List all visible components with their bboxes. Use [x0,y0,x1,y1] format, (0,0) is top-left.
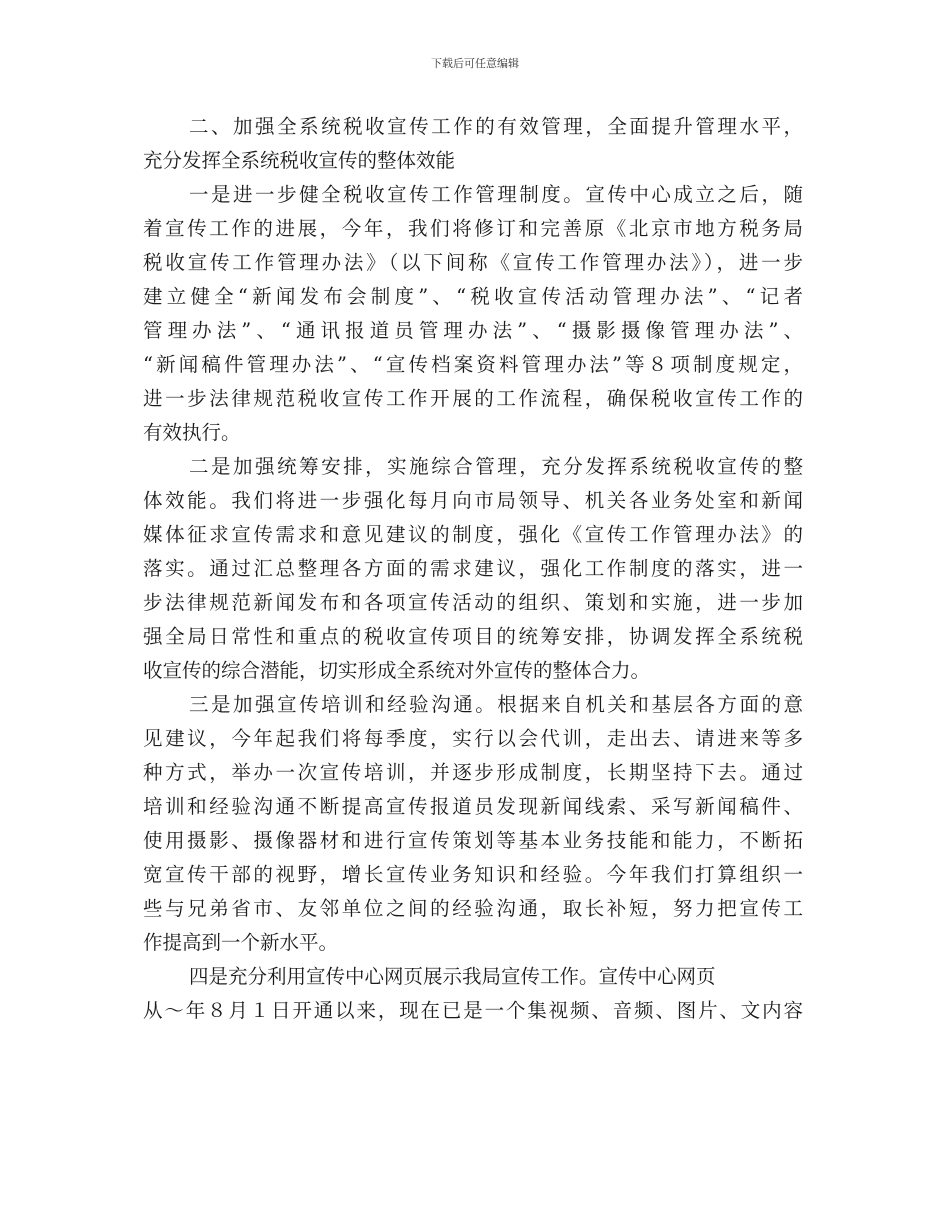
text-line: 强全局日常性和重点的税收宣传项目的统筹安排，协调发挥全系统税 [143,625,803,648]
text-line: “新闻稿件管理办法”、“宣传档案资料管理办法”等８项制度规定， [143,353,803,376]
text-line: 从～年８月１日开通以来，现在已是一个集视频、音频、图片、文内容 [143,999,803,1022]
text-line: 二、加强全系统税收宣传工作的有效管理，全面提升管理水平， [189,115,803,138]
text-line: 落实。通过汇总整理各方面的需求建议，强化工作制度的落实，进一 [143,557,803,580]
text-line: 些与兄弟省市、友邻单位之间的经验沟通，取长补短，努力把宣传工 [143,897,803,920]
text-line: 建立健全“新闻发布会制度”、“税收宣传活动管理办法”、“记者 [143,285,803,308]
text-line: 宽宣传干部的视野，增长宣传业务知识和经验。今年我们打算组织一 [143,863,803,886]
text-line: 三是加强宣传培训和经验沟通。根据来自机关和基层各方面的意 [189,693,803,716]
text-line: 管理办法”、“通讯报道员管理办法”、“摄影摄像管理办法”、 [143,319,803,342]
text-line: 一是进一步健全税收宣传工作管理制度。宣传中心成立之后，随 [189,183,803,206]
text-line: 体效能。我们将进一步强化每月向市局领导、机关各业务处室和新闻 [143,489,803,512]
text-line: 收宣传的综合潜能，切实形成全系统对外宣传的整体合力。 [143,659,651,682]
text-line: 培训和经验沟通不断提高宣传报道员发现新闻线索、采写新闻稿件、 [143,795,803,818]
text-line: 有效执行。 [143,421,241,444]
text-line: 种方式，举办一次宣传培训，并逐步形成制度，长期坚持下去。通过 [143,761,803,784]
text-line: 着宣传工作的进展，今年，我们将修订和完善原《北京市地方税务局 [143,217,803,240]
text-line: 税收宣传工作管理办法》（以下间称《宣传工作管理办法》），进一步 [143,251,803,274]
document-body [143,110,803,1028]
text-line: 媒体征求宣传需求和意见建议的制度，强化《宣传工作管理办法》的 [143,523,803,546]
text-line: 四是充分利用宣传中心网页展示我局宣传工作。宣传中心网页 [189,965,716,988]
text-line: 使用摄影、摄像器材和进行宣传策划等基本业务技能和能力，不断拓 [143,829,803,852]
text-line: 充分发挥全系统税收宣传的整体效能 [143,149,456,172]
text-line: 步法律规范新闻发布和各项宣传活动的组织、策划和实施，进一步加 [143,591,803,614]
text-line: 见建议，今年起我们将每季度，实行以会代训，走出去、请进来等多 [143,727,803,750]
text-line: 进一步法律规范税收宣传工作开展的工作流程，确保税收宣传工作的 [143,387,803,410]
text-line: 作提高到一个新水平。 [143,931,339,954]
text-line: 二是加强统筹安排，实施综合管理，充分发挥系统税收宣传的整 [189,455,803,478]
page-header: 下载后可任意编辑 [431,57,519,70]
